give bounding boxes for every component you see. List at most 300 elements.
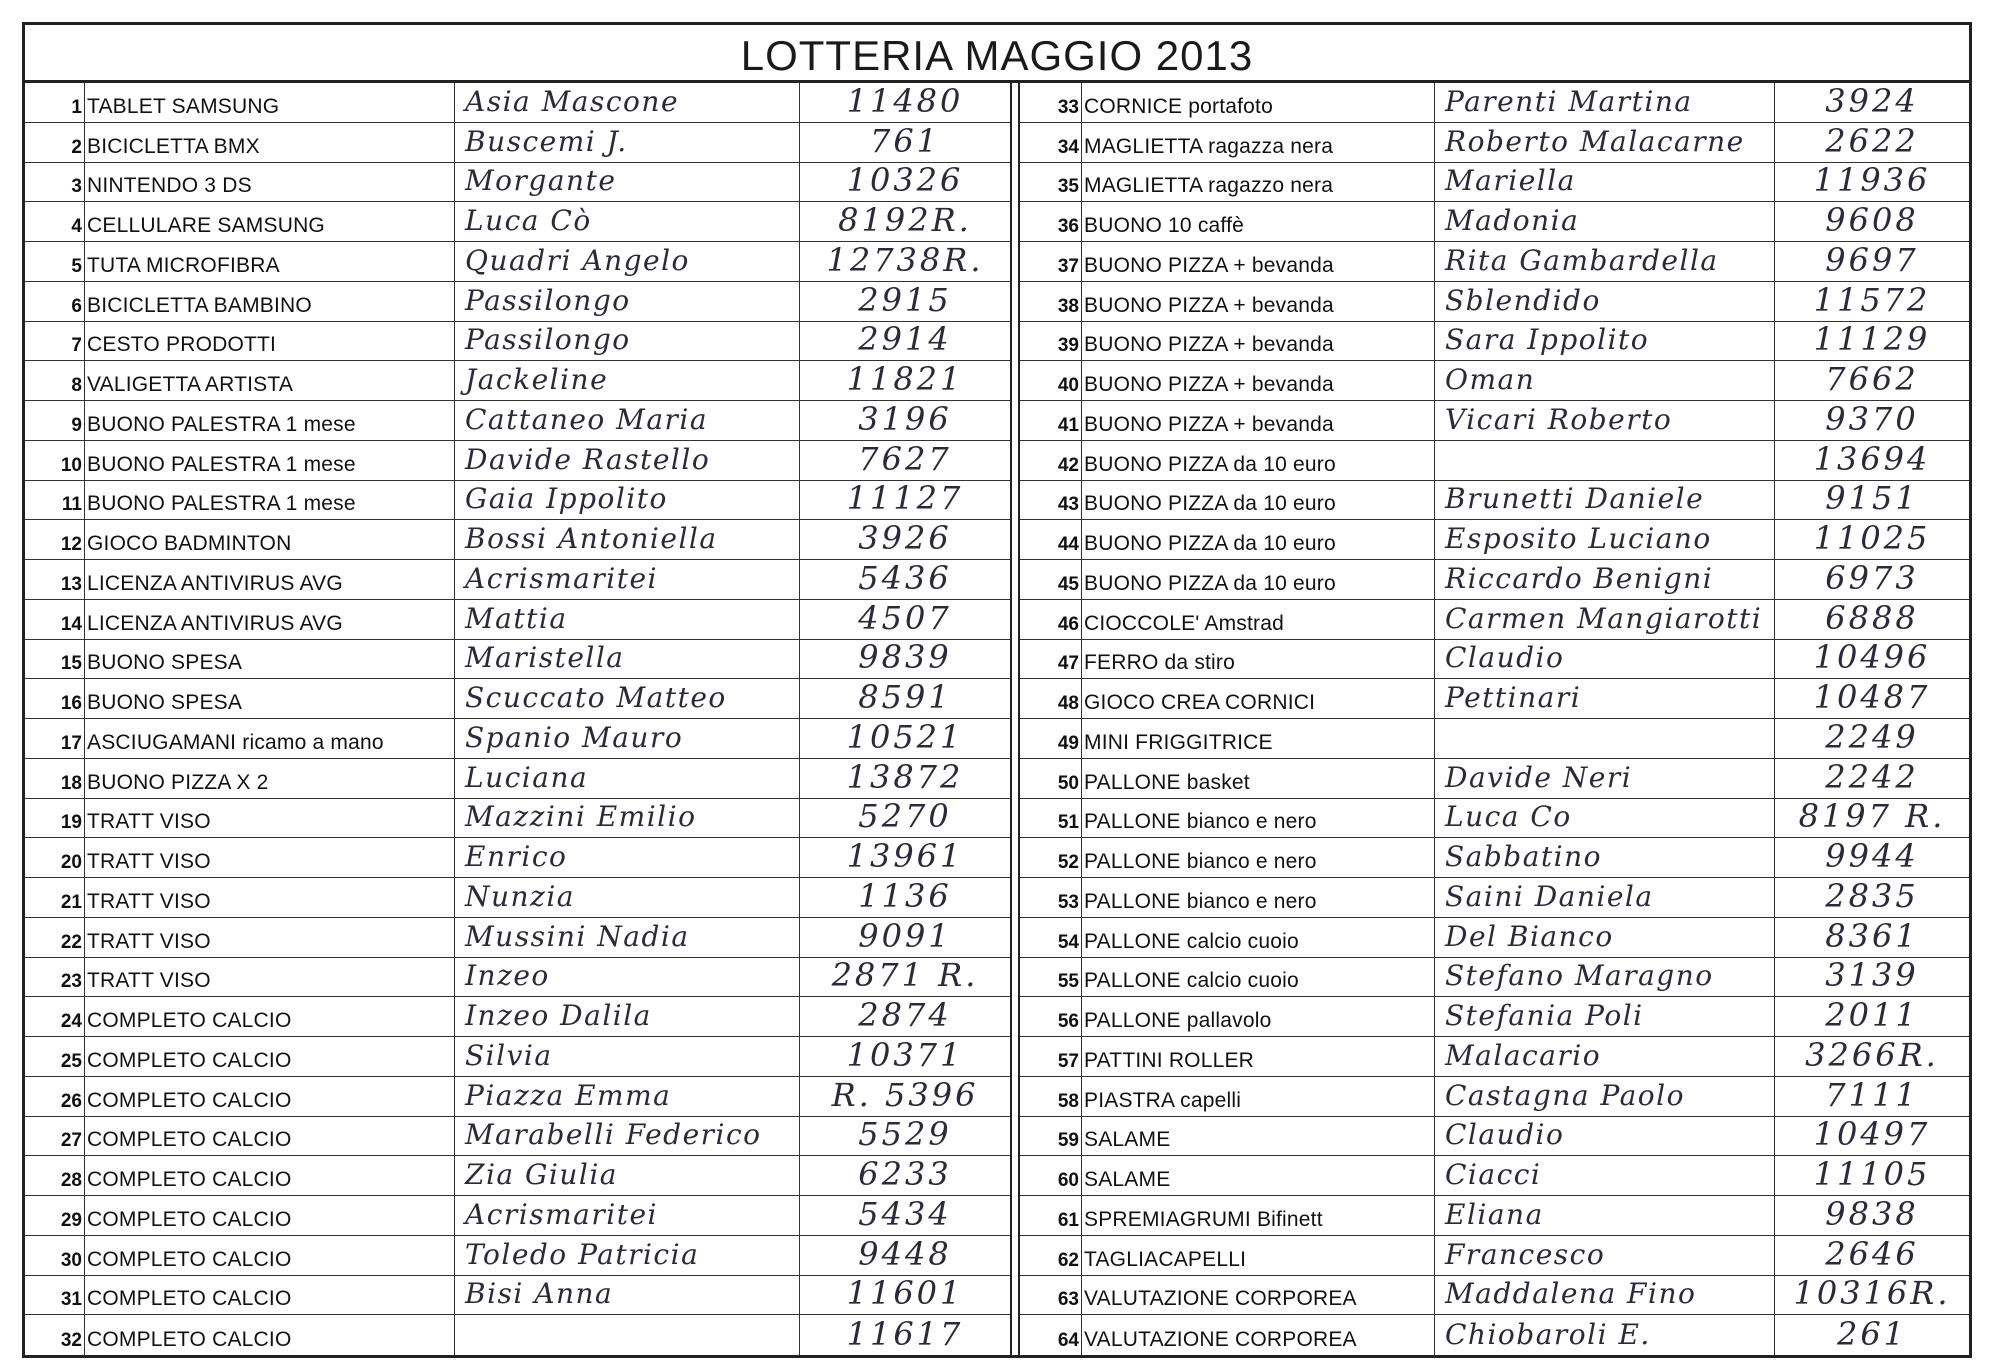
prize-number: 46 bbox=[1020, 600, 1082, 639]
prize-number: 1 bbox=[25, 83, 85, 122]
table-row bbox=[25, 838, 1010, 878]
table-row bbox=[25, 799, 1010, 839]
prize-name: BUONO PIZZA X 2 bbox=[85, 759, 455, 798]
prize-name: BUONO PIZZA + bevanda bbox=[1082, 242, 1435, 281]
winner-name: Jackeline bbox=[455, 361, 800, 400]
prize-name: GIOCO BADMINTON bbox=[85, 520, 455, 559]
table-row bbox=[25, 361, 1010, 401]
prize-number: 55 bbox=[1020, 958, 1082, 997]
ticket-number: 5270 bbox=[858, 798, 952, 836]
prize-name: SALAME bbox=[1082, 1156, 1435, 1195]
winner-name: Davide Rastello bbox=[455, 441, 800, 480]
winner-name: Stefano Maragno bbox=[1435, 958, 1775, 997]
page-title: LOTTERIA MAGGIO 2013 bbox=[25, 25, 1969, 83]
winner-name: Riccardo Benigni bbox=[1435, 560, 1775, 599]
prize-name: COMPLETO CALCIO bbox=[85, 1315, 455, 1355]
prize-number: 27 bbox=[25, 1117, 85, 1156]
table-row bbox=[1020, 958, 1969, 998]
prize-number: 28 bbox=[25, 1156, 85, 1195]
prize-name: MINI FRIGGITRICE bbox=[1082, 719, 1435, 758]
prize-number: 51 bbox=[1020, 799, 1082, 838]
prize-number: 30 bbox=[25, 1236, 85, 1275]
prize-number: 48 bbox=[1020, 679, 1082, 718]
table-row bbox=[1020, 997, 1969, 1037]
ticket-number: 7662 bbox=[1825, 361, 1919, 398]
ticket-number: 8591 bbox=[858, 679, 952, 716]
table-row bbox=[1020, 719, 1969, 759]
table-row bbox=[25, 202, 1010, 242]
prize-number: 16 bbox=[25, 679, 85, 718]
ticket-number: 6888 bbox=[1825, 599, 1919, 637]
winner-name: Passilongo bbox=[455, 322, 800, 361]
prize-number: 59 bbox=[1020, 1117, 1082, 1156]
ticket-number: 12738R. bbox=[826, 242, 984, 279]
prize-name: BUONO PIZZA da 10 euro bbox=[1082, 441, 1435, 480]
prize-number: 62 bbox=[1020, 1236, 1082, 1275]
winner-name: Chiobaroli E. bbox=[1435, 1315, 1775, 1355]
prize-name: TABLET SAMSUNG bbox=[85, 83, 455, 122]
table-row bbox=[25, 1315, 1010, 1355]
prize-number: 9 bbox=[25, 401, 85, 440]
prize-number: 17 bbox=[25, 719, 85, 758]
table-row bbox=[1020, 838, 1969, 878]
ticket-number: 3926 bbox=[858, 520, 952, 557]
prize-name: COMPLETO CALCIO bbox=[85, 1156, 455, 1195]
prize-name: VALUTAZIONE CORPOREA bbox=[1082, 1315, 1435, 1355]
ticket-number: 9608 bbox=[1825, 202, 1919, 239]
table-row bbox=[25, 83, 1010, 123]
table-row bbox=[1020, 242, 1969, 282]
prize-number: 13 bbox=[25, 560, 85, 599]
prize-name: TRATT VISO bbox=[85, 878, 455, 917]
table-row bbox=[25, 1156, 1010, 1196]
ticket-number: 2871 R. bbox=[831, 957, 979, 995]
prize-name: COMPLETO CALCIO bbox=[85, 1196, 455, 1235]
table-row bbox=[1020, 1156, 1969, 1196]
ticket-number: 6233 bbox=[858, 1156, 952, 1193]
prize-name: PALLONE bianco e nero bbox=[1082, 878, 1435, 917]
winner-name: Luciana bbox=[455, 759, 800, 798]
prize-name: TRATT VISO bbox=[85, 799, 455, 838]
prize-name: BUONO PIZZA da 10 euro bbox=[1082, 560, 1435, 599]
ticket-number: 11127 bbox=[846, 480, 964, 518]
table-row bbox=[25, 759, 1010, 799]
prize-number: 18 bbox=[25, 759, 85, 798]
prize-name: ASCIUGAMANI ricamo a mano bbox=[85, 719, 455, 758]
table-row bbox=[25, 640, 1010, 680]
column-divider bbox=[1010, 83, 1020, 1355]
winner-name: Del Bianco bbox=[1435, 918, 1775, 957]
ticket-number: 11601 bbox=[846, 1275, 964, 1313]
winner-name: Passilongo bbox=[455, 282, 800, 321]
prize-name: TRATT VISO bbox=[85, 838, 455, 877]
table-row bbox=[25, 163, 1010, 203]
winner-name: Luca Cò bbox=[455, 202, 800, 241]
prize-number: 37 bbox=[1020, 242, 1082, 281]
prize-number: 14 bbox=[25, 600, 85, 639]
winner-name: Luca Co bbox=[1435, 799, 1775, 838]
prize-number: 24 bbox=[25, 997, 85, 1036]
table-row bbox=[1020, 123, 1969, 163]
prize-name: PALLONE basket bbox=[1082, 759, 1435, 798]
winner-name: Bossi Antoniella bbox=[455, 520, 800, 559]
table-row bbox=[25, 481, 1010, 521]
ticket-number: 2249 bbox=[1825, 719, 1919, 756]
prize-number: 52 bbox=[1020, 838, 1082, 877]
prize-name: GIOCO CREA CORNICI bbox=[1082, 679, 1435, 718]
table-row bbox=[1020, 481, 1969, 521]
prize-name: PATTINI ROLLER bbox=[1082, 1037, 1435, 1076]
table-row bbox=[25, 997, 1010, 1037]
prize-name: BUONO PALESTRA 1 mese bbox=[85, 481, 455, 520]
prize-number: 31 bbox=[25, 1276, 85, 1315]
winner-name: Acrismaritei bbox=[455, 560, 800, 599]
ticket-number: 9838 bbox=[1825, 1196, 1919, 1233]
table-row bbox=[25, 918, 1010, 958]
winner-name: Enrico bbox=[455, 838, 800, 877]
prize-name: BUONO PIZZA + bevanda bbox=[1082, 282, 1435, 321]
prize-number: 43 bbox=[1020, 481, 1082, 520]
table-row bbox=[25, 520, 1010, 560]
ticket-number: 10487 bbox=[1813, 679, 1931, 716]
table-row bbox=[1020, 1236, 1969, 1276]
prize-name: PIASTRA capelli bbox=[1082, 1077, 1435, 1116]
prize-name: MAGLIETTA ragazza nera bbox=[1082, 123, 1435, 162]
prize-name: CESTO PRODOTTI bbox=[85, 322, 455, 361]
prize-name: NINTENDO 3 DS bbox=[85, 163, 455, 202]
winner-name: Nunzia bbox=[455, 878, 800, 917]
prize-number: 54 bbox=[1020, 918, 1082, 957]
prize-name: COMPLETO CALCIO bbox=[85, 1037, 455, 1076]
table-row bbox=[1020, 1117, 1969, 1157]
winner-name: Vicari Roberto bbox=[1435, 401, 1775, 440]
table-row bbox=[1020, 1037, 1969, 1077]
ticket-number: 11936 bbox=[1813, 162, 1931, 200]
prize-name: BUONO PIZZA + bevanda bbox=[1082, 322, 1435, 361]
ticket-number: 261 bbox=[1836, 1315, 1908, 1353]
table-row bbox=[25, 719, 1010, 759]
prize-number: 11 bbox=[25, 481, 85, 520]
prize-name: TAGLIACAPELLI bbox=[1082, 1236, 1435, 1275]
ticket-number: 10316R. bbox=[1793, 1275, 1951, 1313]
winner-name: Claudio bbox=[1435, 1117, 1775, 1156]
winner-name: Sara Ippolito bbox=[1435, 322, 1775, 361]
table-row bbox=[1020, 679, 1969, 719]
table-row bbox=[1020, 918, 1969, 958]
winner-name: Roberto Malacarne bbox=[1435, 123, 1775, 162]
ticket-number: 3266R. bbox=[1805, 1037, 1939, 1074]
prize-number: 41 bbox=[1020, 401, 1082, 440]
prize-number: 32 bbox=[25, 1315, 85, 1355]
ticket-number: 6973 bbox=[1825, 560, 1919, 597]
ticket-number: 9151 bbox=[1825, 480, 1919, 518]
winner-name: Gaia Ippolito bbox=[455, 481, 800, 520]
prize-number: 40 bbox=[1020, 361, 1082, 400]
prize-number: 21 bbox=[25, 878, 85, 917]
ticket-number: 11572 bbox=[1813, 281, 1931, 319]
table-row bbox=[1020, 799, 1969, 839]
prize-name: BUONO PIZZA + bevanda bbox=[1082, 401, 1435, 440]
winner-name: Cattaneo Maria bbox=[455, 401, 800, 440]
winner-name: Sblendido bbox=[1435, 282, 1775, 321]
table-row bbox=[25, 1077, 1010, 1117]
ticket-number: 11821 bbox=[846, 361, 964, 398]
right-prize-table bbox=[1020, 83, 1969, 1355]
ticket-number: 11025 bbox=[1813, 520, 1931, 557]
winner-name: Acrismaritei bbox=[455, 1196, 800, 1235]
winner-name: Asia Mascone bbox=[455, 83, 800, 122]
winner-name: Davide Neri bbox=[1435, 759, 1775, 798]
prize-name: COMPLETO CALCIO bbox=[85, 1236, 455, 1275]
ticket-number: 2915 bbox=[858, 281, 952, 319]
winner-name: Stefania Poli bbox=[1435, 997, 1775, 1036]
prize-number: 22 bbox=[25, 918, 85, 957]
winner-name: Mazzini Emilio bbox=[455, 799, 800, 838]
table-row bbox=[1020, 600, 1969, 640]
prize-name: COMPLETO CALCIO bbox=[85, 1276, 455, 1315]
table-row bbox=[1020, 322, 1969, 362]
table-row bbox=[1020, 1315, 1969, 1355]
ticket-number: 2622 bbox=[1825, 122, 1919, 160]
prize-number: 42 bbox=[1020, 441, 1082, 480]
prize-number: 15 bbox=[25, 640, 85, 679]
winner-name: Mattia bbox=[455, 600, 800, 639]
table-row bbox=[1020, 1077, 1969, 1117]
prize-name: LICENZA ANTIVIRUS AVG bbox=[85, 600, 455, 639]
table-row bbox=[1020, 441, 1969, 481]
ticket-number: 11480 bbox=[846, 83, 964, 120]
prize-number: 45 bbox=[1020, 560, 1082, 599]
table-row bbox=[25, 878, 1010, 918]
winner-name: Ciacci bbox=[1435, 1156, 1775, 1195]
table-row bbox=[1020, 401, 1969, 441]
prize-name: BUONO PIZZA da 10 euro bbox=[1082, 481, 1435, 520]
winner-name: Toledo Patricia bbox=[455, 1236, 800, 1275]
prize-number: 20 bbox=[25, 838, 85, 877]
winner-name: Saini Daniela bbox=[1435, 878, 1775, 917]
table-row bbox=[25, 1117, 1010, 1157]
prize-name: BUONO PIZZA + bevanda bbox=[1082, 361, 1435, 400]
table-row bbox=[1020, 560, 1969, 600]
prize-name: PALLONE bianco e nero bbox=[1082, 799, 1435, 838]
prize-name: SALAME bbox=[1082, 1117, 1435, 1156]
winner-name: Francesco bbox=[1435, 1236, 1775, 1275]
prize-number: 34 bbox=[1020, 123, 1082, 162]
prize-name: PALLONE pallavolo bbox=[1082, 997, 1435, 1036]
prize-name: BICICLETTA BAMBINO bbox=[85, 282, 455, 321]
ticket-number: 10497 bbox=[1813, 1116, 1931, 1154]
winner-name: Rita Gambardella bbox=[1435, 242, 1775, 281]
ticket-number: 2011 bbox=[1825, 997, 1919, 1034]
left-prize-table bbox=[25, 83, 1010, 1355]
winner-name bbox=[1435, 441, 1775, 480]
winner-name: Buscemi J. bbox=[455, 123, 800, 162]
prize-number: 56 bbox=[1020, 997, 1082, 1036]
table-row bbox=[25, 322, 1010, 362]
ticket-number: 2835 bbox=[1825, 878, 1919, 915]
winner-name: Scuccato Matteo bbox=[455, 679, 800, 718]
prize-number: 25 bbox=[25, 1037, 85, 1076]
ticket-number: 5436 bbox=[858, 560, 952, 597]
winner-name: Madonia bbox=[1435, 202, 1775, 241]
prize-number: 23 bbox=[25, 958, 85, 997]
table-row bbox=[1020, 878, 1969, 918]
prize-name: BICICLETTA BMX bbox=[85, 123, 455, 162]
ticket-number: 8197 R. bbox=[1798, 798, 1946, 836]
ticket-number: 761 bbox=[869, 122, 941, 160]
prize-name: CELLULARE SAMSUNG bbox=[85, 202, 455, 241]
winner-name: Inzeo bbox=[455, 958, 800, 997]
ticket-number: 1136 bbox=[858, 878, 952, 915]
ticket-number: 2874 bbox=[858, 997, 952, 1034]
prize-name: BUONO PALESTRA 1 mese bbox=[85, 441, 455, 480]
winner-name: Mariella bbox=[1435, 163, 1775, 202]
prize-number: 63 bbox=[1020, 1276, 1082, 1315]
prize-name: PALLONE calcio cuoio bbox=[1082, 958, 1435, 997]
table-row bbox=[1020, 361, 1969, 401]
ticket-number: 2646 bbox=[1825, 1235, 1919, 1273]
winner-name: Maddalena Fino bbox=[1435, 1276, 1775, 1315]
ticket-number: 3196 bbox=[858, 401, 952, 438]
winner-name: Parenti Martina bbox=[1435, 83, 1775, 122]
prize-number: 36 bbox=[1020, 202, 1082, 241]
table-row bbox=[1020, 202, 1969, 242]
table-row bbox=[1020, 282, 1969, 322]
winner-name: Esposito Luciano bbox=[1435, 520, 1775, 559]
prize-number: 5 bbox=[25, 242, 85, 281]
prize-number: 33 bbox=[1020, 83, 1082, 122]
prize-number: 6 bbox=[25, 282, 85, 321]
ticket-number: 9944 bbox=[1825, 838, 1919, 875]
ticket-number: 10371 bbox=[846, 1037, 964, 1074]
table-row bbox=[1020, 520, 1969, 560]
table-row bbox=[25, 1236, 1010, 1276]
winner-name: Inzeo Dalila bbox=[455, 997, 800, 1036]
table-row bbox=[1020, 759, 1969, 799]
table-row bbox=[25, 123, 1010, 163]
prize-name: BUONO PALESTRA 1 mese bbox=[85, 401, 455, 440]
prize-name: BUONO PIZZA da 10 euro bbox=[1082, 520, 1435, 559]
prize-name: VALUTAZIONE CORPOREA bbox=[1082, 1276, 1435, 1315]
prize-number: 7 bbox=[25, 322, 85, 361]
table-row bbox=[25, 958, 1010, 998]
ticket-number: 11617 bbox=[846, 1315, 964, 1353]
prize-number: 3 bbox=[25, 163, 85, 202]
ticket-number: 13694 bbox=[1813, 440, 1931, 478]
winner-name: Eliana bbox=[1435, 1196, 1775, 1235]
ticket-number: 11129 bbox=[1813, 321, 1931, 359]
prize-name: MAGLIETTA ragazzo nera bbox=[1082, 163, 1435, 202]
prize-name: PALLONE calcio cuoio bbox=[1082, 918, 1435, 957]
winner-name: Piazza Emma bbox=[455, 1077, 800, 1116]
prize-number: 60 bbox=[1020, 1156, 1082, 1195]
table-row bbox=[25, 242, 1010, 282]
prize-name: COMPLETO CALCIO bbox=[85, 1117, 455, 1156]
winner-name: Castagna Paolo bbox=[1435, 1077, 1775, 1116]
winner-name: Mussini Nadia bbox=[455, 918, 800, 957]
ticket-number: 9370 bbox=[1825, 401, 1919, 438]
winner-name: Sabbatino bbox=[1435, 838, 1775, 877]
winner-name: Morgante bbox=[455, 163, 800, 202]
ticket-number: 2914 bbox=[858, 321, 952, 359]
table-row bbox=[25, 401, 1010, 441]
lottery-sheet bbox=[22, 22, 1972, 1358]
ticket-number: 13872 bbox=[846, 758, 964, 796]
ticket-number: 8192R. bbox=[838, 202, 972, 239]
ticket-number: 10521 bbox=[846, 719, 964, 756]
prize-number: 61 bbox=[1020, 1196, 1082, 1235]
winner-name: Carmen Mangiarotti bbox=[1435, 600, 1775, 639]
ticket-number: 2242 bbox=[1825, 758, 1919, 796]
prize-name: LICENZA ANTIVIRUS AVG bbox=[85, 560, 455, 599]
winner-name: Spanio Mauro bbox=[455, 719, 800, 758]
prize-number: 26 bbox=[25, 1077, 85, 1116]
prize-number: 4 bbox=[25, 202, 85, 241]
prize-number: 47 bbox=[1020, 640, 1082, 679]
ticket-number: 10326 bbox=[846, 162, 964, 200]
ticket-number: 9448 bbox=[858, 1235, 952, 1273]
prize-number: 19 bbox=[25, 799, 85, 838]
ticket-number: 9839 bbox=[858, 639, 952, 677]
ticket-number: 5529 bbox=[858, 1116, 952, 1154]
winner-name: Maristella bbox=[455, 640, 800, 679]
prize-number: 8 bbox=[25, 361, 85, 400]
table-row bbox=[25, 1196, 1010, 1236]
table-row bbox=[25, 600, 1010, 640]
table-row bbox=[25, 1276, 1010, 1316]
prize-name: VALIGETTA ARTISTA bbox=[85, 361, 455, 400]
prize-name: COMPLETO CALCIO bbox=[85, 1077, 455, 1116]
prize-number: 64 bbox=[1020, 1315, 1082, 1355]
prize-number: 35 bbox=[1020, 163, 1082, 202]
table-row bbox=[25, 441, 1010, 481]
winner-name bbox=[1435, 719, 1775, 758]
table-row bbox=[25, 679, 1010, 719]
ticket-number: 10496 bbox=[1813, 639, 1931, 677]
ticket-number: R. 5396 bbox=[831, 1076, 979, 1114]
winner-name: Zia Giulia bbox=[455, 1156, 800, 1195]
prize-name: COMPLETO CALCIO bbox=[85, 997, 455, 1036]
table-row bbox=[1020, 1276, 1969, 1316]
winner-name: Brunetti Daniele bbox=[1435, 481, 1775, 520]
prize-name: SPREMIAGRUMI Bifinett bbox=[1082, 1196, 1435, 1235]
prize-name: TRATT VISO bbox=[85, 918, 455, 957]
winner-name: Quadri Angelo bbox=[455, 242, 800, 281]
prize-number: 53 bbox=[1020, 878, 1082, 917]
prize-number: 10 bbox=[25, 441, 85, 480]
table-row bbox=[25, 282, 1010, 322]
table-row bbox=[1020, 1196, 1969, 1236]
prize-name: CIOCCOLE' Amstrad bbox=[1082, 600, 1435, 639]
winner-name: Malacario bbox=[1435, 1037, 1775, 1076]
prize-number: 50 bbox=[1020, 759, 1082, 798]
prize-name: FERRO da stiro bbox=[1082, 640, 1435, 679]
winner-name: Claudio bbox=[1435, 640, 1775, 679]
prize-number: 58 bbox=[1020, 1077, 1082, 1116]
table-row bbox=[1020, 163, 1969, 203]
ticket-number: 9697 bbox=[1825, 242, 1919, 279]
prize-number: 57 bbox=[1020, 1037, 1082, 1076]
winner-name: Oman bbox=[1435, 361, 1775, 400]
winner-name: Marabelli Federico bbox=[455, 1117, 800, 1156]
table-row bbox=[25, 560, 1010, 600]
prize-number: 39 bbox=[1020, 322, 1082, 361]
winner-name bbox=[455, 1315, 800, 1355]
table-row bbox=[1020, 640, 1969, 680]
prize-number: 12 bbox=[25, 520, 85, 559]
prize-number: 2 bbox=[25, 123, 85, 162]
winner-name: Bisi Anna bbox=[455, 1276, 800, 1315]
